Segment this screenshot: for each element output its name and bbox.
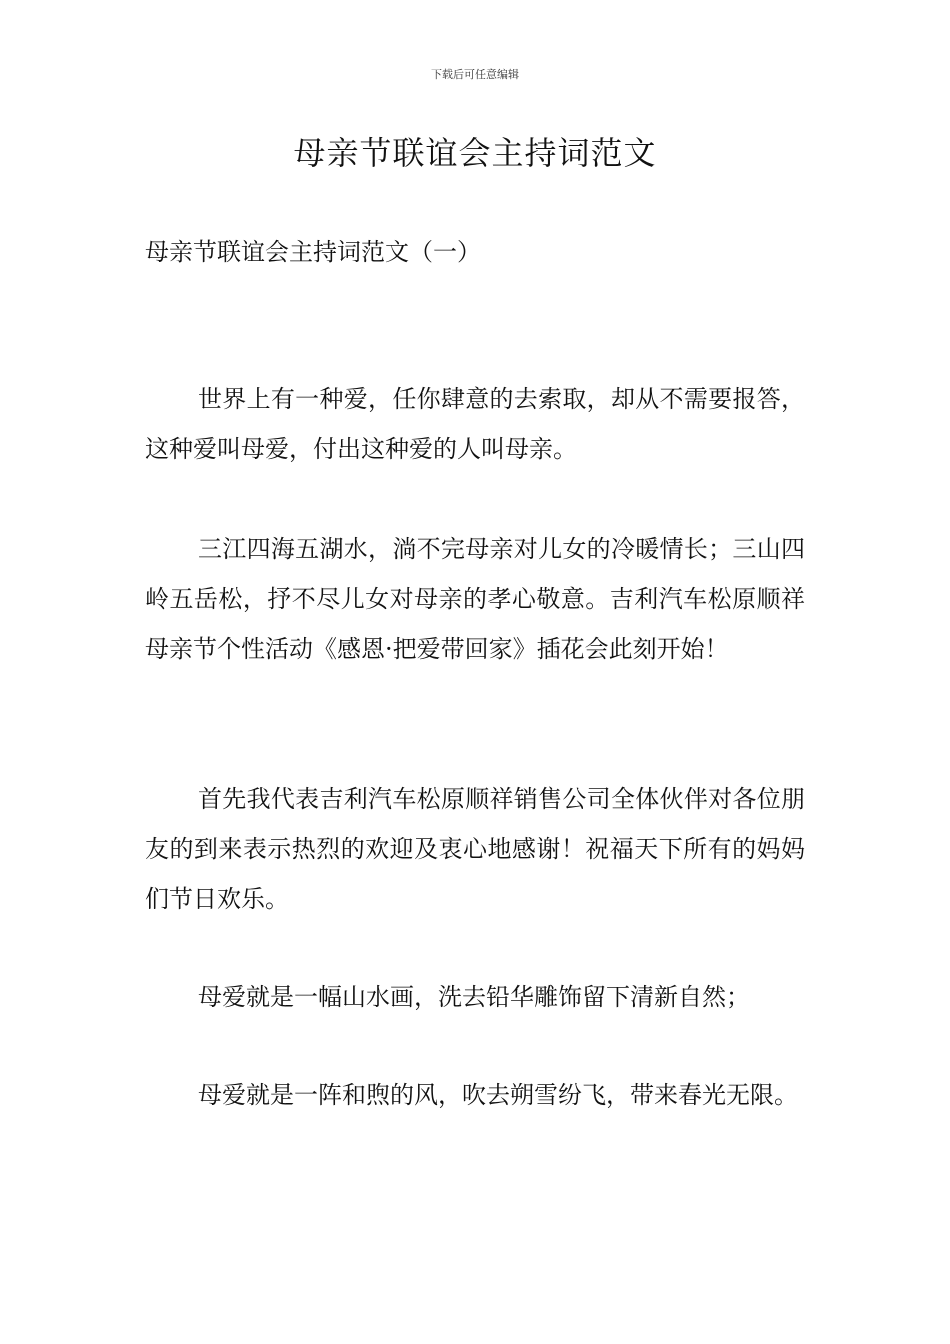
paragraph-4: 母爱就是一幅山水画，洗去铅华雕饰留下清新自然； xyxy=(198,983,750,1011)
header-note: 下载后可任意编辑 xyxy=(431,68,519,81)
paragraph-5: 母爱就是一阵和煦的风，吹去朔雪纷飞，带来春光无限。 xyxy=(198,1081,798,1109)
document-title: 母亲节联谊会主持词范文 xyxy=(293,134,657,172)
paragraph-1: 世界上有一种爱，任你肆意的去索取，却从不需要报答，这种爱叫母爱，付出这种爱的人叫母亲。 xyxy=(145,385,805,463)
paragraph-2: 三江四海五湖水，淌不完母亲对儿女的冷暖情长；三山四岭五岳松，抒不尽儿女对母亲的孝心敬意。吉利汽车松原顺祥母亲节个性活动《感恩·把爱带回家》插花会此刻开始！ xyxy=(145,535,805,663)
paragraph-3: 首先我代表吉利汽车松原顺祥销售公司全体伙伴对各位朋友的到来表示热烈的欢迎及衷心地感谢！祝福天下所有的妈妈们节日欢乐。 xyxy=(145,785,805,913)
section-subtitle: 母亲节联谊会主持词范文（一） xyxy=(145,238,481,266)
